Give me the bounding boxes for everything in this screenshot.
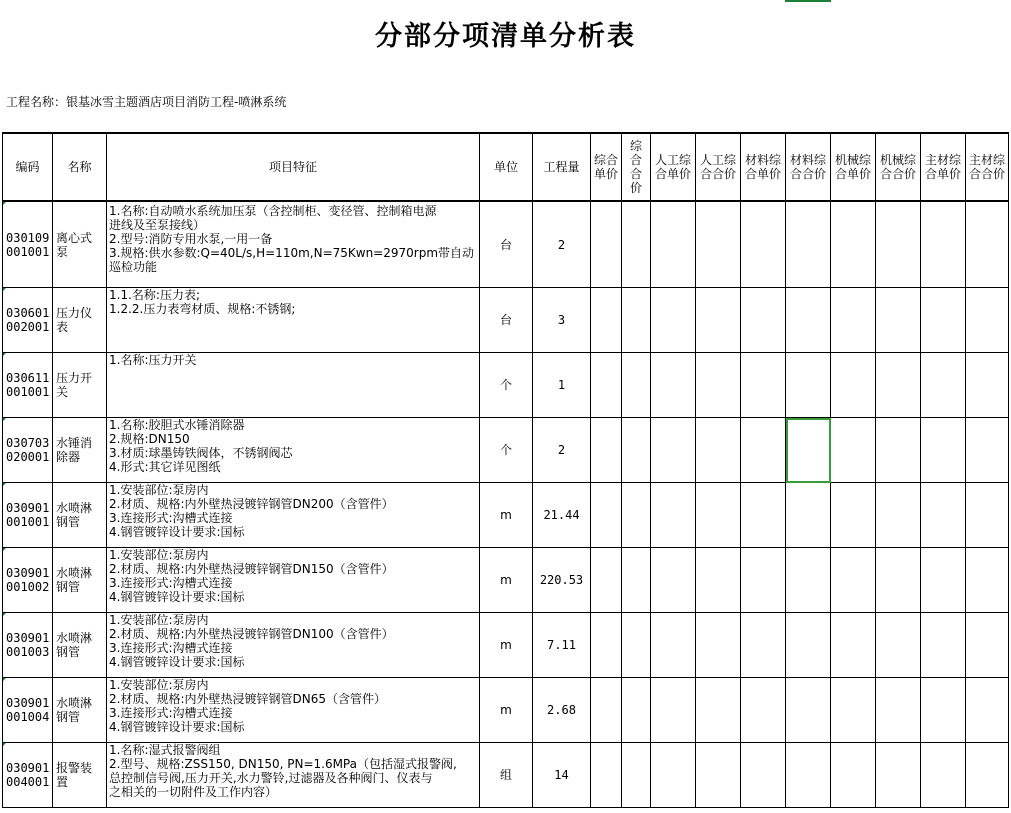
header-line: 合合价 (968, 167, 1005, 181)
cell-unit[interactable]: 个 (480, 353, 533, 418)
comment-marker-icon (3, 678, 8, 683)
cell-material-total-price[interactable] (786, 613, 831, 678)
cell-machinery-total-price[interactable] (876, 418, 921, 483)
cell-machinery-unit-price[interactable] (831, 743, 876, 808)
cell-material-unit-price[interactable] (741, 743, 786, 808)
name-line: 水锤消 (56, 436, 93, 450)
comment-marker-icon (3, 288, 8, 293)
name-line: 水喷淋 (56, 501, 93, 515)
cell-composite-total-price[interactable] (622, 418, 651, 483)
comment-marker-icon (3, 613, 8, 618)
cell-labor-total-price[interactable] (696, 613, 741, 678)
cell-name[interactable] (53, 288, 107, 353)
cell-quantity[interactable]: 1 (533, 353, 591, 418)
cell-labor-unit-price[interactable] (651, 678, 696, 743)
cell-labor-total-price[interactable] (696, 743, 741, 808)
comment-marker-icon (3, 483, 8, 488)
cell-machinery-unit-price[interactable] (831, 678, 876, 743)
cell-main-material-total-price[interactable] (966, 418, 1009, 483)
cell-feature[interactable] (107, 353, 480, 418)
cell-code[interactable] (3, 418, 53, 483)
cell-quantity[interactable]: 7.11 (533, 613, 591, 678)
cell-composite-unit-price[interactable] (591, 613, 622, 678)
feature-text (109, 613, 479, 669)
cell-quantity[interactable]: 21.44 (533, 483, 591, 548)
feature-line: 2.规格:DN150 (109, 432, 190, 446)
name-line: 水喷淋 (56, 566, 93, 580)
cell-unit[interactable]: m (480, 483, 533, 548)
cell-material-unit-price[interactable] (741, 201, 786, 288)
code-line: 030901 (6, 631, 50, 645)
table-row (3, 288, 1009, 353)
feature-line: 1.安装部位:泵房内 (109, 678, 209, 692)
cell-quantity[interactable]: 14 (533, 743, 591, 808)
cell-unit[interactable]: m (480, 678, 533, 743)
header-line: 合 (629, 167, 642, 181)
cell-name[interactable] (53, 201, 107, 288)
header-line: 价 (629, 181, 642, 195)
header-line: 材料综 (789, 153, 826, 167)
header-line: 机械综 (879, 153, 916, 167)
cell-main-material-total-price[interactable] (966, 201, 1009, 288)
cell-material-unit-price[interactable] (741, 613, 786, 678)
cell-machinery-total-price[interactable] (876, 548, 921, 613)
cell-feature[interactable] (107, 678, 480, 743)
name-line: 关 (56, 385, 69, 399)
cell-machinery-unit-price[interactable] (831, 483, 876, 548)
cell-name[interactable] (53, 743, 107, 808)
cell-labor-total-price[interactable] (696, 678, 741, 743)
cell-name[interactable] (53, 418, 107, 483)
code-line: 001002 (6, 580, 50, 594)
feature-line: 4.钢管镀锌设计要求:国标 (109, 655, 245, 669)
comment-marker-icon (3, 743, 8, 748)
feature-line: 1.安装部位:泵房内 (109, 483, 209, 497)
cell-code[interactable] (3, 483, 53, 548)
cell-labor-total-price[interactable] (696, 288, 741, 353)
cell-machinery-total-price[interactable] (876, 678, 921, 743)
cell-composite-unit-price[interactable] (591, 201, 622, 288)
feature-line: 4.钢管镀锌设计要求:国标 (109, 525, 245, 539)
feature-text (109, 418, 479, 474)
comment-marker-icon (3, 201, 8, 206)
code-line: 030109 (6, 230, 50, 245)
cell-labor-total-price[interactable] (696, 418, 741, 483)
cell-labor-total-price[interactable] (696, 201, 741, 288)
header-line: 合合价 (699, 167, 736, 181)
table-row (3, 613, 1009, 678)
cell-feature[interactable] (107, 613, 480, 678)
feature-text (109, 353, 479, 367)
cell-unit[interactable]: 组 (480, 743, 533, 808)
selected-cell[interactable] (786, 418, 831, 483)
cell-labor-unit-price[interactable] (651, 353, 696, 418)
header-line: 合单价 (924, 167, 961, 181)
sheet-title: 分部分项清单分析表 (375, 21, 636, 52)
table-row (3, 548, 1009, 613)
cell-material-total-price[interactable] (786, 548, 831, 613)
cell-main-material-total-price[interactable] (966, 743, 1009, 808)
name-line: 泵 (56, 244, 69, 259)
cell-composite-unit-price[interactable] (591, 548, 622, 613)
feature-line: 4.形式:其它详见图纸 (109, 460, 221, 474)
table-body (3, 201, 1009, 808)
cell-quantity[interactable]: 2 (533, 201, 591, 288)
cell-main-material-unit-price[interactable] (921, 613, 966, 678)
feature-text (109, 483, 479, 539)
feature-line: 之相关的一切附件及工作内容） (109, 785, 278, 799)
cell-material-total-price[interactable] (786, 288, 831, 353)
cell-composite-total-price[interactable] (622, 201, 651, 288)
feature-line: 1.1.名称:压力表; (109, 288, 200, 302)
cell-quantity[interactable]: 2.68 (533, 678, 591, 743)
cell-labor-unit-price[interactable] (651, 288, 696, 353)
code-line: 030703 (6, 436, 50, 450)
feature-line: 2.材质、规格:内外壁热浸镀锌钢管DN100（含管件） (109, 627, 394, 641)
cell-composite-unit-price[interactable] (591, 678, 622, 743)
cell-main-material-total-price[interactable] (966, 548, 1009, 613)
header-line: 合 (629, 153, 642, 167)
name-line: 钢管 (56, 645, 81, 659)
name-line: 钢管 (56, 580, 81, 594)
feature-text (109, 204, 479, 287)
cell-material-unit-price[interactable] (741, 418, 786, 483)
project-name-label: 工程名称：银基冰雪主题酒店项目消防工程-喷淋系统 (6, 95, 287, 109)
code-line: 030901 (6, 696, 50, 710)
cell-machinery-total-price[interactable] (876, 613, 921, 678)
cell-main-material-total-price[interactable] (966, 483, 1009, 548)
feature-line: 2.材质、规格:内外壁热浸镀锌钢管DN150（含管件） (109, 562, 394, 576)
cell-composite-total-price[interactable] (622, 678, 651, 743)
name-line: 水喷淋 (56, 631, 93, 645)
code-line: 001001 (6, 385, 50, 399)
feature-line: 3.连接形式:沟槽式连接 (109, 576, 233, 590)
cell-labor-total-price[interactable] (696, 353, 741, 418)
comment-marker-icon (3, 353, 8, 358)
code-line: 004001 (6, 775, 50, 789)
header-line: 主材综 (924, 153, 961, 167)
header-line: 合单价 (654, 167, 691, 181)
header-line: 材料综 (744, 153, 781, 167)
cell-code[interactable] (3, 201, 53, 288)
name-line: 压力开 (56, 371, 93, 385)
name-line: 钢管 (56, 710, 81, 724)
name-line: 钢管 (56, 515, 81, 529)
cell-composite-total-price[interactable] (622, 548, 651, 613)
cell-labor-total-price[interactable] (696, 548, 741, 613)
comment-marker-icon (3, 548, 8, 553)
cell-labor-unit-price[interactable] (651, 548, 696, 613)
cell-unit[interactable]: m (480, 548, 533, 613)
cell-material-total-price[interactable] (786, 353, 831, 418)
code-line: 002001 (6, 320, 50, 334)
cell-feature[interactable] (107, 288, 480, 353)
table-row (3, 201, 1009, 288)
header-unit[interactable]: 单位 (480, 133, 533, 201)
table-row (3, 678, 1009, 743)
name-line: 水喷淋 (56, 696, 93, 710)
feature-line: 2.材质、规格:内外壁热浸镀锌钢管DN200（含管件） (109, 497, 394, 511)
header-composite-total-price[interactable] (622, 133, 651, 201)
cell-machinery-total-price[interactable] (876, 288, 921, 353)
name-line: 离心式 (56, 230, 93, 245)
name-line: 报警装 (56, 761, 93, 775)
cell-feature[interactable] (107, 418, 480, 483)
header-line: 合单价 (744, 167, 781, 181)
cell-main-material-unit-price[interactable] (921, 678, 966, 743)
feature-line: 3.连接形式:沟槽式连接 (109, 511, 233, 525)
comment-marker-icon (3, 418, 8, 423)
name-line: 压力仪 (56, 306, 93, 320)
cell-feature[interactable] (107, 201, 480, 288)
cell-machinery-total-price[interactable] (876, 353, 921, 418)
cell-composite-unit-price[interactable] (591, 743, 622, 808)
cell-main-material-unit-price[interactable] (921, 548, 966, 613)
cell-code[interactable] (3, 548, 53, 613)
cell-material-total-price[interactable] (786, 201, 831, 288)
code-line: 030901 (6, 761, 50, 775)
code-line: 001001 (6, 244, 50, 259)
cell-labor-unit-price[interactable] (651, 743, 696, 808)
header-line: 单价 (593, 167, 618, 181)
header-machinery-unit-price[interactable] (831, 133, 876, 201)
cell-quantity[interactable]: 2 (533, 418, 591, 483)
feature-text (109, 743, 479, 799)
cell-main-material-total-price[interactable] (966, 353, 1009, 418)
header-feature[interactable]: 项目特征 (107, 133, 480, 201)
cell-composite-total-price[interactable] (622, 288, 651, 353)
cell-name[interactable] (53, 678, 107, 743)
feature-text (109, 678, 479, 734)
header-line: 综合 (593, 153, 618, 167)
cell-code[interactable] (3, 613, 53, 678)
header-machinery-total-price[interactable] (876, 133, 921, 201)
cell-machinery-unit-price[interactable] (831, 201, 876, 288)
cell-material-unit-price[interactable] (741, 548, 786, 613)
header-row (3, 133, 1009, 201)
code-line: 001004 (6, 710, 50, 724)
code-line: 030611 (6, 371, 50, 385)
cell-material-unit-price[interactable] (741, 678, 786, 743)
feature-line: 2.材质、规格:内外壁热浸镀锌钢管DN65（含管件） (109, 692, 386, 706)
cell-composite-total-price[interactable] (622, 483, 651, 548)
feature-line: 巡检功能 (109, 260, 158, 274)
name-line: 表 (56, 320, 69, 334)
cell-composite-total-price[interactable] (622, 743, 651, 808)
feature-line: 3.连接形式:沟槽式连接 (109, 641, 233, 655)
cell-main-material-unit-price[interactable] (921, 743, 966, 808)
cell-composite-unit-price[interactable] (591, 288, 622, 353)
feature-line: 3.规格:供水参数:Q=40L/s,H=110m,N=75Kwn=2970rpm带自动 (109, 246, 475, 260)
cell-main-material-total-price[interactable] (966, 613, 1009, 678)
cell-composite-total-price[interactable] (622, 353, 651, 418)
header-labor-unit-price[interactable] (651, 133, 696, 201)
cell-machinery-total-price[interactable] (876, 483, 921, 548)
header-line: 主材综 (968, 153, 1005, 167)
feature-line: 1.安装部位:泵房内 (109, 613, 209, 627)
analysis-table (2, 132, 1009, 808)
header-material-unit-price[interactable] (741, 133, 786, 201)
cell-name[interactable] (53, 613, 107, 678)
feature-line: 进线及至泵接线） (109, 218, 206, 232)
cell-main-material-unit-price[interactable] (921, 353, 966, 418)
code-line: 001001 (6, 515, 50, 529)
cell-code[interactable] (3, 743, 53, 808)
header-composite-unit-price[interactable] (591, 133, 622, 201)
header-line: 合合价 (879, 167, 916, 181)
cell-machinery-unit-price[interactable] (831, 613, 876, 678)
header-main-material-unit-price[interactable] (921, 133, 966, 201)
cell-composite-unit-price[interactable] (591, 483, 622, 548)
feature-line: 1.2.2.压力表弯材质、规格:不锈钢; (109, 302, 296, 316)
feature-text (109, 548, 479, 604)
feature-line: 1.名称:胶胆式水锤消除器 (109, 418, 245, 432)
feature-line: 4.钢管镀锌设计要求:国标 (109, 590, 245, 604)
header-quantity[interactable]: 工程量 (533, 133, 591, 201)
cell-code[interactable] (3, 353, 53, 418)
feature-line: 4.钢管镀锌设计要求:国标 (109, 720, 245, 734)
cell-labor-unit-price[interactable] (651, 201, 696, 288)
feature-line: 1.名称:湿式报警阀组 (109, 743, 221, 757)
cell-composite-unit-price[interactable] (591, 353, 622, 418)
cell-code[interactable] (3, 678, 53, 743)
header-line: 人工综 (699, 153, 736, 167)
header-code[interactable]: 编码 (3, 133, 53, 201)
cell-machinery-unit-price[interactable] (831, 548, 876, 613)
cell-labor-unit-price[interactable] (651, 483, 696, 548)
cell-machinery-total-price[interactable] (876, 201, 921, 288)
header-line: 人工综 (654, 153, 691, 167)
header-name[interactable]: 名称 (53, 133, 107, 201)
name-line: 除器 (56, 450, 81, 464)
cell-composite-total-price[interactable] (622, 613, 651, 678)
active-column-indicator (785, 0, 831, 2)
feature-text (109, 288, 479, 316)
header-main-material-total-price[interactable] (966, 133, 1009, 201)
cell-unit[interactable]: m (480, 613, 533, 678)
cell-quantity[interactable]: 220.53 (533, 548, 591, 613)
cell-material-total-price[interactable] (786, 483, 831, 548)
cell-material-total-price[interactable] (786, 743, 831, 808)
feature-line: 1.安装部位:泵房内 (109, 548, 209, 562)
cell-machinery-unit-price[interactable] (831, 418, 876, 483)
table-row (3, 353, 1009, 418)
cell-composite-unit-price[interactable] (591, 418, 622, 483)
cell-main-material-unit-price[interactable] (921, 288, 966, 353)
cell-main-material-unit-price[interactable] (921, 418, 966, 483)
cell-material-unit-price[interactable] (741, 288, 786, 353)
cell-unit[interactable]: 个 (480, 418, 533, 483)
cell-name[interactable] (53, 548, 107, 613)
feature-line: 1.名称:压力开关 (109, 353, 197, 367)
feature-line: 2.型号、规格:ZSS150, DN150, PN=1.6MPa（包括湿式报警阀, (109, 757, 457, 771)
code-line: 001003 (6, 645, 50, 659)
code-line: 030901 (6, 566, 50, 580)
table-row (3, 483, 1009, 548)
code-line: 020001 (6, 450, 50, 464)
code-line: 030901 (6, 501, 50, 515)
cell-unit[interactable]: 台 (480, 201, 533, 288)
cell-quantity[interactable]: 3 (533, 288, 591, 353)
feature-line: 3.材质:球墨铸铁阀体，不锈钢阀芯 (109, 446, 293, 460)
cell-material-unit-price[interactable] (741, 483, 786, 548)
header-line: 综 (629, 139, 642, 153)
header-line: 机械综 (834, 153, 871, 167)
cell-material-total-price[interactable] (786, 678, 831, 743)
feature-line: 2.型号:消防专用水泵,一用一备 (109, 232, 273, 246)
cell-labor-total-price[interactable] (696, 483, 741, 548)
cell-machinery-total-price[interactable] (876, 743, 921, 808)
header-line: 合合价 (789, 167, 826, 181)
header-line: 合单价 (834, 167, 871, 181)
cell-main-material-unit-price[interactable] (921, 483, 966, 548)
cell-unit[interactable]: 台 (480, 288, 533, 353)
name-line: 置 (56, 775, 69, 789)
cell-name[interactable] (53, 483, 107, 548)
feature-line: 总控制信号阀,压力开关,水力警铃,过滤器及各种阀门、仪表与 (109, 771, 433, 785)
code-line: 030601 (6, 306, 50, 320)
cell-feature[interactable] (107, 483, 480, 548)
cell-name[interactable] (53, 353, 107, 418)
cell-feature[interactable] (107, 743, 480, 808)
cell-labor-unit-price[interactable] (651, 613, 696, 678)
table-row (3, 418, 1009, 483)
table-row (3, 743, 1009, 808)
cell-main-material-total-price[interactable] (966, 678, 1009, 743)
cell-machinery-unit-price[interactable] (831, 288, 876, 353)
feature-line: 1.名称:自动喷水系统加压泵（含控制柜、变径管、控制箱电源 (109, 204, 437, 218)
header-labor-total-price[interactable] (696, 133, 741, 201)
cell-main-material-total-price[interactable] (966, 288, 1009, 353)
feature-line: 3.连接形式:沟槽式连接 (109, 706, 233, 720)
cell-material-unit-price[interactable] (741, 353, 786, 418)
cell-main-material-unit-price[interactable] (921, 201, 966, 288)
cell-feature[interactable] (107, 548, 480, 613)
cell-code[interactable] (3, 288, 53, 353)
cell-machinery-unit-price[interactable] (831, 353, 876, 418)
cell-labor-unit-price[interactable] (651, 418, 696, 483)
header-material-total-price[interactable] (786, 133, 831, 201)
